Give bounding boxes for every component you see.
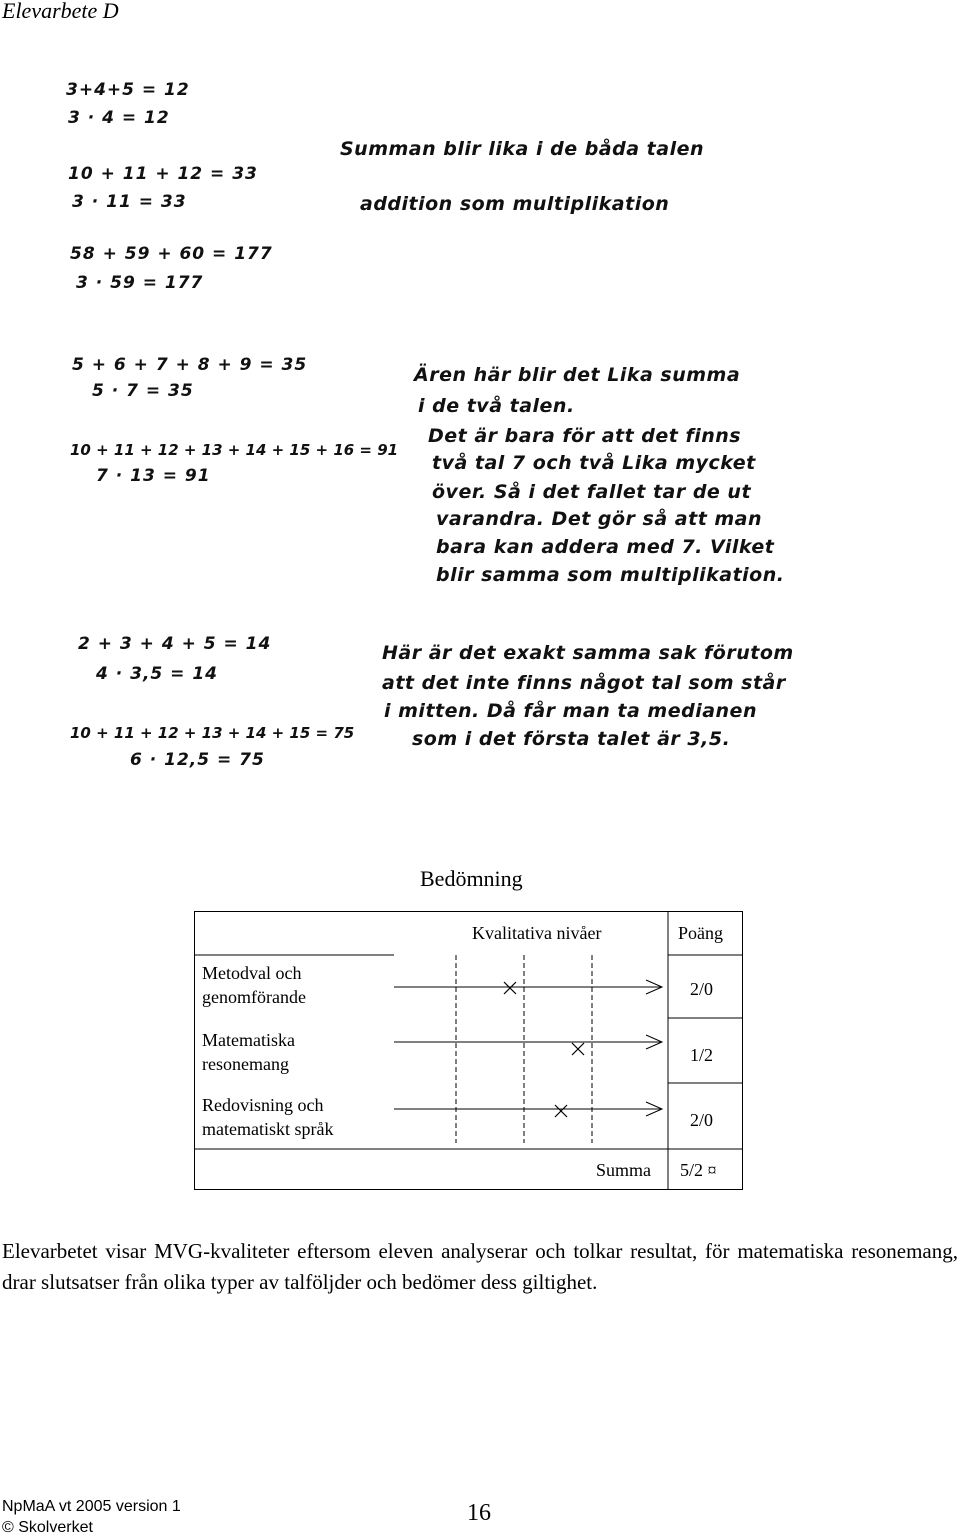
equation: 10 + 11 + 12 + 13 + 14 + 15 = 75 xyxy=(70,724,355,742)
criterion-label: Redovisning och matematiskt språk xyxy=(202,1095,334,1139)
page-header: Elevarbete D xyxy=(2,0,119,23)
equation: 3 · 4 = 12 xyxy=(68,108,170,128)
column-header-points: Poäng xyxy=(678,923,723,943)
equation: 58 + 59 + 60 = 177 xyxy=(70,244,273,264)
summa-label: Summa xyxy=(596,1160,652,1180)
handwritten-text: Ären här blir det Lika summa xyxy=(414,364,741,386)
handwritten-text: bara kan addera med 7. Vilket xyxy=(436,536,775,558)
handwritten-text: som i det första talet är 3,5. xyxy=(412,728,731,750)
summary-paragraph: Elevarbetet visar MVG-kvaliteter eftersom eleven analyserar och tolkar resultat, för matematiska resonemang, drar slutsatser från olika typer av talföljder och bedömer dess giltighet. xyxy=(2,1239,958,1294)
equation: 3 · 59 = 177 xyxy=(76,273,204,293)
equation: 2 + 3 + 4 + 5 = 14 xyxy=(78,634,272,654)
handwritten-text: i mitten. Då får man ta medianen xyxy=(384,700,757,722)
footer-info xyxy=(2,1496,181,1538)
points-value: 1/2 xyxy=(690,1045,714,1065)
handwritten-text: Här är det exakt samma sak förutom xyxy=(382,642,794,664)
assessment-table xyxy=(194,911,743,1190)
footer-copyright: © Skolverket xyxy=(2,1519,93,1536)
equation: 6 · 12,5 = 75 xyxy=(130,750,265,770)
footer-version: NpMaA vt 2005 version 1 xyxy=(2,1498,181,1515)
handwritten-text: Summan blir lika i de båda talen xyxy=(340,138,704,160)
points-value: 2/0 xyxy=(690,979,714,999)
handwritten-text: varandra. Det gör så att man xyxy=(436,508,763,530)
equation: 10 + 11 + 12 = 33 xyxy=(68,164,258,184)
summa-value: 5/2 ¤ xyxy=(680,1160,717,1180)
handwritten-text: addition som multiplikation xyxy=(360,193,670,215)
handwritten-text: blir samma som multiplikation. xyxy=(436,564,785,586)
handwritten-text: två tal 7 och två Lika mycket xyxy=(432,452,756,474)
equation: 3 · 11 = 33 xyxy=(72,192,187,212)
page-number: 16 xyxy=(467,1500,491,1526)
handwritten-text: att det inte finns något tal som står xyxy=(382,672,786,694)
equation: 5 · 7 = 35 xyxy=(92,381,194,401)
equation: 4 · 3,5 = 14 xyxy=(96,664,218,684)
assessment-title: Bedömning xyxy=(420,866,523,891)
equation: 7 · 13 = 91 xyxy=(96,466,211,486)
equation: 5 + 6 + 7 + 8 + 9 = 35 xyxy=(72,355,308,375)
criterion-label: Matematiska resonemang xyxy=(202,1030,295,1074)
equation: 10 + 11 + 12 + 13 + 14 + 15 + 16 = 91 xyxy=(70,441,399,459)
handwritten-text: över. Så i det fallet tar de ut xyxy=(432,481,752,503)
handwritten-text: i de två talen. xyxy=(418,395,575,417)
criterion-label: Metodval och genomförande xyxy=(202,963,306,1007)
equation: 3+4+5 = 12 xyxy=(66,80,190,100)
points-value: 2/0 xyxy=(690,1110,714,1130)
handwritten-text: Det är bara för att det finns xyxy=(428,425,742,447)
column-header-levels: Kvalitativa nivåer xyxy=(472,923,602,943)
